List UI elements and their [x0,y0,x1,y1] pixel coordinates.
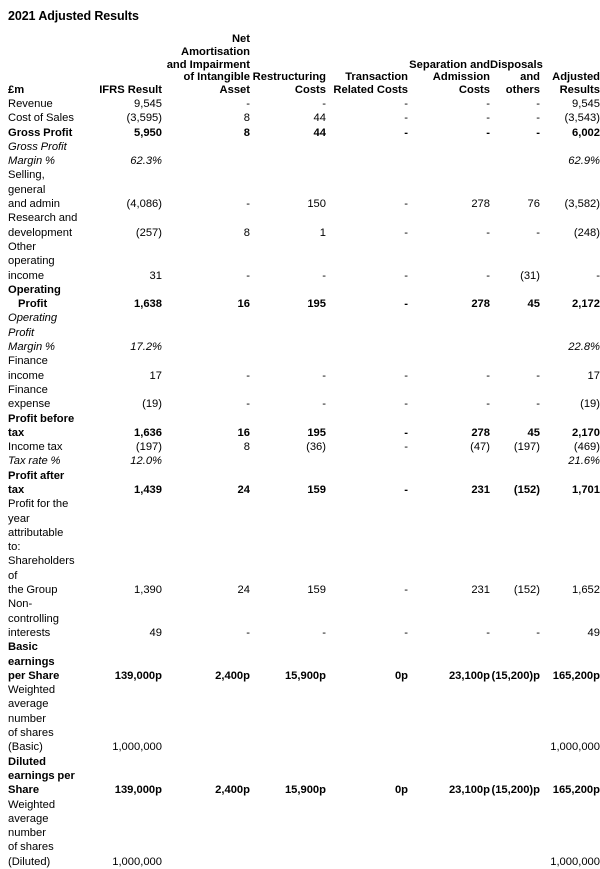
table-row [0,412,600,441]
table-row [0,354,600,383]
row-value: 1,701 [572,484,600,496]
row-value [250,798,326,869]
row-value: 45 [527,298,540,311]
row-label-line: Shareholders of [8,555,75,582]
column-header-disposals-and-others: Disposals and others [490,58,543,97]
row-label-line: Basic earnings [8,641,55,668]
row-value: 9,545 [572,97,600,110]
row-label [0,211,84,240]
row-value: 62.3% [130,155,162,168]
row-value: 17 [149,369,162,382]
row-value: 31 [149,269,162,282]
row-value: 15,900p [284,669,326,682]
row-value: - [536,398,540,411]
row-label [0,683,84,754]
table-row [0,240,600,283]
row-value: - [404,226,408,239]
row-value [408,683,490,754]
table-row [0,469,600,498]
row-label-line: Profit [18,298,48,311]
header-row [0,33,600,97]
row-label-line: expense [8,398,51,411]
row-label-line: the Group [8,584,58,597]
row-value [408,140,490,169]
row-value: 2,170 [572,426,600,439]
table-row [0,168,600,211]
row-value [326,683,408,754]
row-value: - [404,426,408,439]
row-label-line: of shares [8,727,54,740]
row-value [490,454,540,468]
column-header-ifrs-result: IFRS Result [99,84,162,97]
table-row [0,454,600,468]
row-label-line: income [8,269,45,282]
row-label-line: Profit for the [8,498,69,511]
row-label [0,354,84,383]
row-value: (47) [470,441,490,454]
row-value [162,454,250,468]
row-value: (3,582) [564,198,600,211]
row-value [490,311,540,354]
row-value: - [486,269,490,282]
row-value: 1,000,000 [112,741,162,754]
row-value: - [322,97,326,110]
row-value: - [246,626,250,639]
row-value: 22.8% [568,341,600,354]
row-value: 24 [237,584,250,597]
row-label-line: and admin [8,198,60,211]
row-value: - [536,112,540,125]
table-row [0,311,600,354]
row-label-line: development [8,226,73,239]
column-header-label: £m [8,84,25,97]
row-value: - [404,626,408,639]
column-header-adjusted-results: Adjusted Results [552,71,600,97]
row-value: - [486,626,490,639]
row-label-line: Margin % [8,155,55,168]
row-value: (257) [135,226,162,239]
row-label-line: Selling, general [8,169,46,196]
row-label-line: Weighted [8,798,56,811]
row-value: - [404,269,408,282]
row-value: - [246,97,250,110]
row-value [162,311,250,354]
row-value: - [404,398,408,411]
row-value: - [404,112,408,125]
table-row [0,597,600,640]
row-value: 139,000p [114,784,162,797]
row-label-line: Share [8,784,40,797]
row-value: 2,400p [215,669,250,682]
row-value: 1 [319,226,326,239]
row-value [408,798,490,869]
table-row [0,497,600,597]
table-row [0,211,600,240]
row-label [0,140,84,169]
row-value: - [536,226,540,239]
row-value: 49 [587,626,600,639]
row-label-line: Gross Profit [8,126,73,139]
table-row [0,755,600,798]
row-label-line: per Share [8,669,60,682]
row-label-line: Finance income [8,355,48,382]
row-value [326,798,408,869]
row-label [0,311,84,354]
row-value: - [404,126,408,139]
row-label-line: Research and [8,212,78,225]
row-label-line: (Basic) [8,741,43,754]
row-value: 139,000p [114,669,162,682]
column-header-separation-admission-costs: Separation and Admission Costs [409,58,490,97]
row-label-line: Margin % [8,341,55,354]
row-value: 1,000,000 [550,855,600,868]
row-value: 1,439 [134,484,162,496]
row-value: - [536,626,540,639]
adjusted-results-table [0,33,600,869]
table-row [0,640,600,683]
row-value [162,798,250,869]
row-label [0,283,84,312]
table-row [0,440,600,454]
row-value: 1,636 [134,426,162,439]
row-label-line: average number [8,812,49,840]
row-label-line: Gross Profit [8,140,67,153]
row-value: 24 [237,484,250,496]
row-value: (19) [142,398,162,411]
table-row [0,798,600,869]
row-value: 278 [471,298,490,311]
column-header-net-amortisation: Net Amortisation and Impairment of Intangible Asset [166,33,250,97]
row-value [490,798,540,869]
table-row [0,97,600,111]
row-value: 278 [471,426,490,439]
row-value: (197) [513,441,540,454]
row-value: - [486,126,490,139]
row-label-line: Income tax [8,441,63,454]
row-value: - [404,484,408,496]
row-value: - [486,398,490,411]
row-value [250,311,326,354]
row-value: - [596,269,600,282]
row-value: 16 [237,298,250,311]
table-body [0,97,600,869]
row-label [0,597,84,640]
row-label [0,126,84,140]
table-row [0,126,600,140]
row-value: 1,638 [134,298,162,311]
row-value: - [404,369,408,382]
row-value: - [486,369,490,382]
row-value: 23,100p [448,784,490,797]
row-label-line: (Diluted) [8,855,51,868]
row-label [0,798,84,869]
table-row [0,283,600,312]
row-value: 195 [307,298,326,311]
row-value [490,683,540,754]
row-label-line: Finance [8,383,48,396]
row-label [0,240,84,283]
row-value: - [322,269,326,282]
column-header-transaction-related-costs: Transaction Related Costs [333,71,408,97]
row-value [408,311,490,354]
row-value: 76 [527,198,540,211]
row-value: 2,172 [572,298,600,311]
row-value: 45 [527,426,540,439]
row-value [250,454,326,468]
row-value: (248) [573,226,600,239]
row-label [0,412,84,441]
row-value: (19) [580,398,600,411]
row-value: - [404,441,408,454]
row-value: (15,200)p [491,784,540,797]
row-value: - [246,369,250,382]
row-label [0,497,84,597]
row-value: 165,200p [552,669,600,682]
row-value [162,140,250,169]
row-value: 2,400p [215,784,250,797]
row-label-line: interests [8,626,51,639]
row-value [408,454,490,468]
row-value: (36) [306,441,326,454]
row-label-line: Diluted [8,755,46,768]
row-value [490,140,540,169]
row-value: 44 [313,126,326,139]
row-value: 8 [243,441,250,454]
row-value: 231 [471,584,490,597]
row-value: - [322,369,326,382]
row-value: - [486,112,490,125]
row-value: 17 [587,369,600,382]
row-value: 21.6% [568,455,600,468]
row-label-line: of shares [8,841,54,854]
row-value [326,140,408,169]
table-row [0,383,600,412]
row-value: 23,100p [448,669,490,682]
row-value: 8 [243,126,250,139]
row-value: 12.0% [130,455,162,468]
row-label-line: Profit after tax [8,469,65,496]
row-value: 1,390 [134,584,162,597]
row-value: (4,086) [126,198,162,211]
row-value: 165,200p [552,784,600,797]
row-value: 6,002 [572,126,600,139]
row-value: 0p [394,669,408,682]
row-value: - [536,97,540,110]
row-value: (469) [573,441,600,454]
row-value: 17.2% [130,341,162,354]
row-value [250,140,326,169]
row-value: 16 [237,426,250,439]
row-value: - [486,226,490,239]
row-label [0,97,84,111]
row-value: 49 [149,626,162,639]
row-value: (3,543) [564,112,600,125]
row-label [0,755,84,798]
row-value: 195 [307,426,326,439]
row-label-line: Tax rate % [8,455,61,468]
row-value: 62.9% [568,155,600,168]
row-value: - [404,198,408,211]
row-value: - [486,97,490,110]
row-value: 1,000,000 [112,855,162,868]
row-value: - [404,97,408,110]
row-value: - [536,126,540,139]
row-value: (31) [520,269,540,282]
row-value: 9,545 [134,97,162,110]
row-value [162,683,250,754]
row-label [0,454,84,468]
page-title: 2021 Adjusted Results [8,9,139,23]
table-row [0,683,600,754]
row-value: 15,900p [284,784,326,797]
row-value: 1,000,000 [550,741,600,754]
row-value: 278 [471,198,490,211]
row-label-line: Cost of Sales [8,112,74,125]
row-value: 159 [307,484,326,496]
row-value: - [536,369,540,382]
row-value: - [246,269,250,282]
column-header-restructuring-costs: Restructuring Costs [252,71,326,97]
row-value: 159 [307,584,326,597]
row-value: - [322,398,326,411]
row-value: 5,950 [134,126,162,139]
row-value [326,311,408,354]
row-value: - [404,584,408,597]
row-label-line: year attributable [8,512,64,539]
row-label-line: average number [8,698,49,725]
row-value: - [246,198,250,211]
row-value: 8 [243,226,250,239]
table-row [0,111,600,125]
row-label-line: earnings per [8,769,75,782]
row-value: (152) [513,484,540,496]
row-label [0,440,84,454]
row-label [0,168,84,211]
row-label-line: Operating Profit [8,312,58,339]
row-label-line: Non-controlling [8,598,59,625]
row-label [0,111,84,125]
table-row [0,140,600,169]
row-label-line: Revenue [8,97,53,110]
row-value [326,454,408,468]
row-label-line: Other operating [8,240,55,268]
row-value: 8 [243,112,250,125]
row-value [250,683,326,754]
row-value: 44 [313,112,326,125]
row-value: - [246,398,250,411]
row-value: 231 [471,484,490,496]
row-label [0,469,84,498]
row-value: 0p [394,784,408,797]
row-value: (3,595) [126,112,162,125]
row-label-line: Operating [8,283,61,296]
row-label-line: Weighted [8,684,56,697]
table-header [0,33,600,97]
row-label-line: tax [8,426,25,439]
row-value: - [404,298,408,311]
row-value: 150 [307,198,326,211]
row-label [0,640,84,683]
row-label-line: to: [8,541,21,554]
row-label-line: Profit before [8,412,75,425]
row-value: 1,652 [572,584,600,597]
row-value: (152) [513,584,540,597]
row-value: (15,200)p [491,669,540,682]
row-value: (197) [135,441,162,454]
row-label [0,383,84,412]
row-value: - [322,626,326,639]
